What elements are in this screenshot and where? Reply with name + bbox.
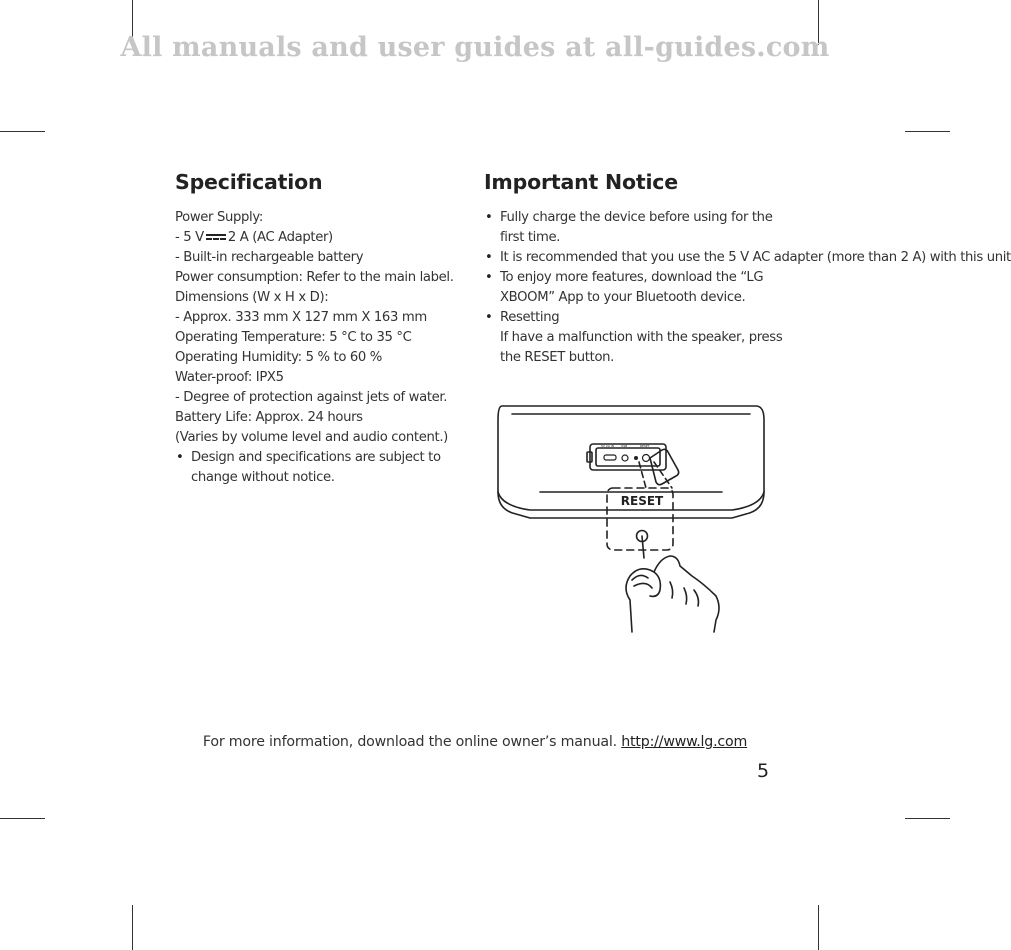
reset-pin xyxy=(642,536,644,558)
reset-callout-label: RESET xyxy=(620,494,664,508)
notice-bullet-item: • It is recommended that you use the 5 V AC adapter (more than 2 A) with this unit xyxy=(484,248,784,268)
footer-text: For more information, download the online owner’s manual. xyxy=(202,734,617,750)
resetting-text: If have a malfunction with the speaker, press the RESET button. xyxy=(500,330,783,365)
spec-bullet-item: • Design and specifications are subject to change without notice. xyxy=(175,448,470,488)
spec-temperature: Operating Temperature: 5 °C to 35 °C xyxy=(175,330,412,345)
spec-dimensions: Dimensions (W x H x D): xyxy=(175,290,329,305)
notice-bullets xyxy=(484,208,1011,368)
port-label-usb: USB xyxy=(621,444,628,448)
spec-power-consumption: Power consumption: Refer to the main label. xyxy=(175,270,454,285)
crop-mark-right-bottom xyxy=(905,818,950,819)
specification-title: Specification xyxy=(175,170,323,194)
spec-humidity: Operating Humidity: 5 % to 60 % xyxy=(175,350,382,365)
resetting-title: • Resetting xyxy=(500,310,560,325)
dc-icon xyxy=(206,232,226,242)
spec-bullets xyxy=(175,448,470,488)
crop-mark-left-bottom xyxy=(0,818,45,819)
page-number: 5 xyxy=(757,760,770,782)
crop-mark-bottom-right xyxy=(818,905,819,950)
important-notice-section xyxy=(484,170,1011,368)
notice-bullet-item: • To enjoy more features, download the “LG XBOOM” App to your Bluetooth device. xyxy=(484,268,784,308)
watermark: All manuals and user guides at all-guides.com xyxy=(120,32,830,63)
crop-mark-left-top xyxy=(0,131,45,132)
footer xyxy=(0,734,950,750)
spec-battery-note: (Varies by volume level and audio content.) xyxy=(175,430,448,445)
crop-mark-bottom-left xyxy=(132,905,133,950)
specification-lines xyxy=(175,208,470,488)
notice-lines xyxy=(484,208,1011,368)
specification-section xyxy=(175,170,470,488)
important-notice-title: Important Notice xyxy=(484,170,678,194)
spec-battery: - Built-in rechargeable battery xyxy=(175,250,364,265)
notice-bullet-resetting xyxy=(484,308,784,368)
speaker-reset-illustration xyxy=(494,400,769,632)
footer-link[interactable]: http://www.lg.com xyxy=(621,734,748,750)
spec-power-supply: Power Supply: xyxy=(175,210,263,225)
spec-waterproof: Water-proof: IPX5 xyxy=(175,370,284,385)
spec-battery-life: Battery Life: Approx. 24 hours xyxy=(175,410,363,425)
port-label-reset: RESET xyxy=(640,444,650,448)
notice-bullet-item: • Fully charge the device before using for the first time. xyxy=(484,208,784,248)
spec-waterproof-detail: - Degree of protection against jets of water. xyxy=(175,390,448,405)
spec-dimensions-value: - Approx. 333 mm X 127 mm X 163 mm xyxy=(175,310,427,325)
crop-mark-right-top xyxy=(905,131,950,132)
port-cover-flap xyxy=(650,449,679,484)
port-label-in: 5V 2A IN xyxy=(601,444,614,448)
spec-voltage: - 5 V 2 A (AC Adapter) xyxy=(175,230,333,245)
